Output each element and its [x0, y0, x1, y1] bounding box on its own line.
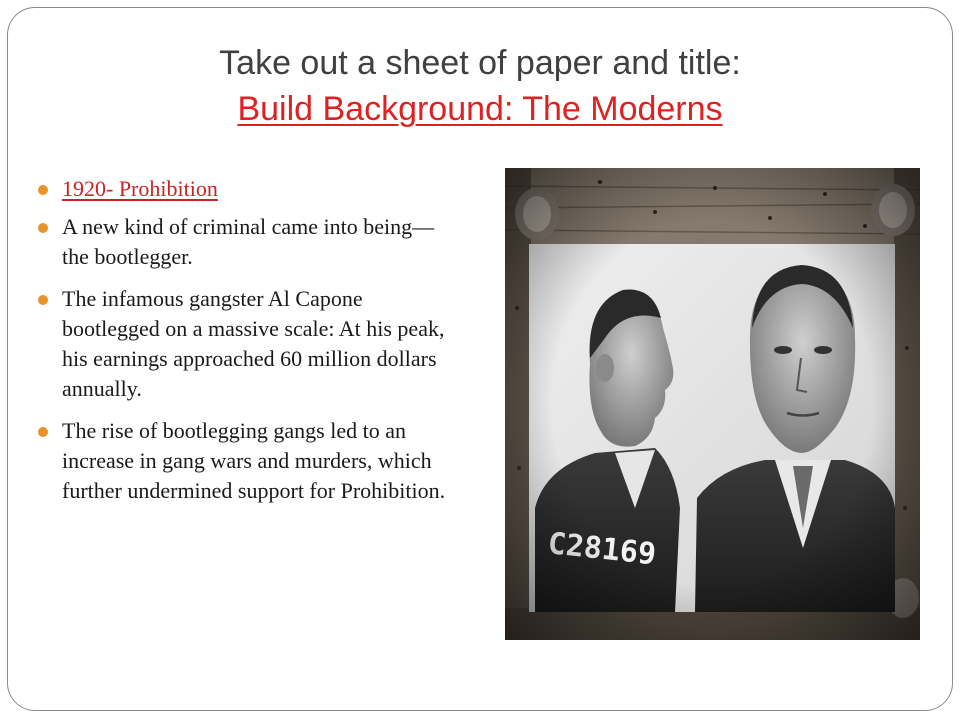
- bullet-item: [38, 174, 448, 204]
- title-line-1: Take out a sheet of paper and title:: [219, 44, 741, 82]
- bullet-item: [38, 416, 448, 506]
- slide-title: [20, 40, 940, 132]
- bullet-item: [38, 284, 448, 404]
- bullet-dot-icon: [38, 295, 48, 305]
- bullet-text: The infamous gangster Al Capone bootlegged on a massive scale: At his peak, his earnings approached 60 million dollars annually.: [62, 286, 445, 401]
- bullet-dot-icon: [38, 185, 48, 195]
- bullet-list: [38, 174, 448, 518]
- bullet-text: 1920- Prohibition: [62, 176, 218, 201]
- bullet-text: A new kind of criminal came into being—the bootlegger.: [62, 214, 435, 269]
- bullet-dot-icon: [38, 223, 48, 233]
- bullet-dot-icon: [38, 427, 48, 437]
- mugshot-photo: [505, 168, 920, 640]
- bullet-text: The rise of bootlegging gangs led to an increase in gang wars and murders, which further undermined support for Prohibition.: [62, 418, 446, 503]
- bullet-item: [38, 212, 448, 272]
- title-line-2-highlight: Build Background: The Moderns: [237, 90, 723, 128]
